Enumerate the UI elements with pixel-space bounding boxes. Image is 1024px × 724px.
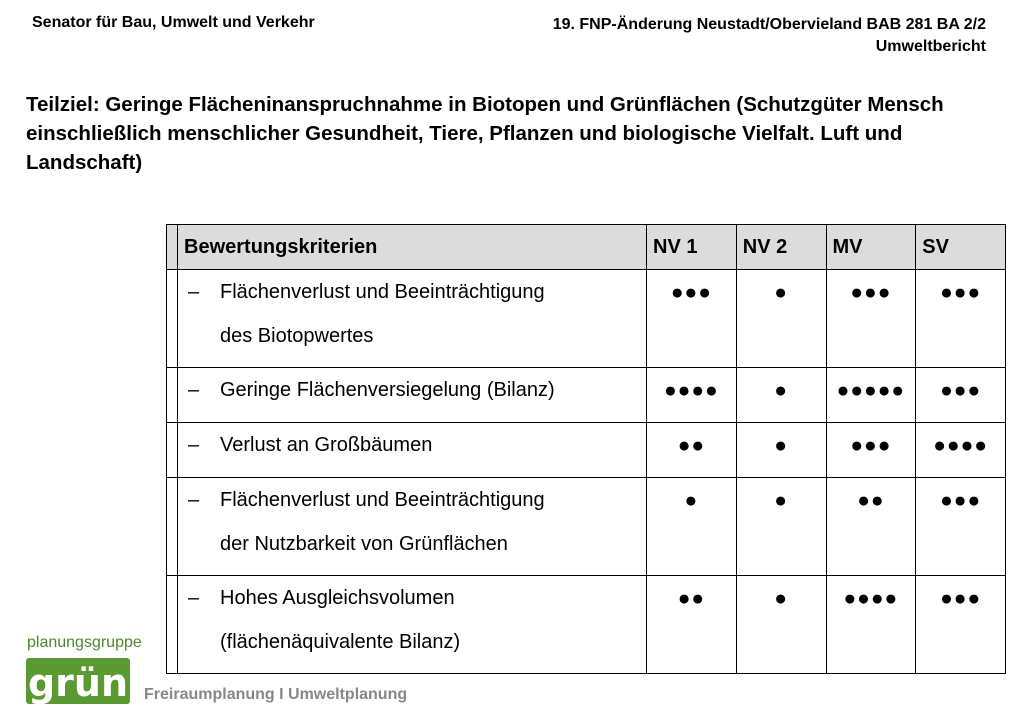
header-left: Senator für Bau, Umwelt und Verkehr <box>32 14 315 31</box>
table-row <box>167 270 1006 368</box>
table-row <box>167 576 1006 674</box>
criterion-cell <box>178 270 647 368</box>
dash-marker: – <box>188 489 200 511</box>
criterion-cell <box>178 576 647 674</box>
rating-mv: ●●● <box>826 270 916 368</box>
rating-mv: ●●●●● <box>826 368 916 423</box>
rating-nv2: ● <box>736 576 826 674</box>
rating-sv: ●●● <box>916 368 1006 423</box>
dash-marker: – <box>188 281 200 303</box>
dash-marker: – <box>188 379 200 401</box>
criteria-table-wrapper <box>166 224 1006 653</box>
criterion-line2: (flächenäquivalente Bilanz) <box>220 631 461 653</box>
criterion-item <box>178 467 646 566</box>
column-header-criteria: Bewertungskriterien <box>178 225 647 270</box>
rating-sv: ●●● <box>916 576 1006 674</box>
criterion-line2: der Nutzbarkeit von Grünflächen <box>220 533 508 555</box>
dash-marker: – <box>188 587 200 609</box>
column-header-nv2: NV 2 <box>736 225 826 270</box>
rating-sv: ●●●● <box>916 423 1006 478</box>
column-header-sv: SV <box>916 225 1006 270</box>
logo-top-text: planungsgruppe <box>27 634 142 651</box>
header-right-line1: 19. FNP-Änderung Neustadt/Obervieland BAB 281 BA 2/2 <box>552 16 986 33</box>
rating-nv2: ● <box>736 368 826 423</box>
rating-nv1: ●● <box>647 423 737 478</box>
criterion-text <box>220 270 545 358</box>
criterion-text <box>220 478 545 566</box>
rating-mv: ●● <box>826 478 916 576</box>
table-stub-cell <box>167 478 178 576</box>
criterion-item <box>178 412 646 467</box>
table-stub-cell <box>167 270 178 368</box>
rating-nv2: ● <box>736 270 826 368</box>
rating-nv1: ●● <box>647 576 737 674</box>
criteria-table <box>166 224 1006 674</box>
criterion-line1: Hohes Ausgleichsvolumen <box>220 587 455 609</box>
rating-nv1: ●●● <box>647 270 737 368</box>
criterion-item <box>178 357 646 412</box>
rating-nv2: ● <box>736 478 826 576</box>
criterion-cell <box>178 478 647 576</box>
criterion-line1: Flächenverlust und Beeinträchtigung <box>220 281 545 303</box>
rating-mv: ●●●● <box>826 576 916 674</box>
column-header-nv1: NV 1 <box>647 225 737 270</box>
table-stub-cell <box>167 368 178 423</box>
logo-main-text: grün <box>27 661 129 705</box>
table-stub-cell <box>167 423 178 478</box>
criterion-line2: des Biotopwertes <box>220 325 374 347</box>
rating-sv: ●●● <box>916 478 1006 576</box>
rating-nv1: ●●●● <box>647 368 737 423</box>
header-right <box>553 14 986 58</box>
table-row <box>167 478 1006 576</box>
criterion-text <box>220 576 460 664</box>
rating-sv: ●●● <box>916 270 1006 368</box>
footer-tagline: Freiraumplanung I Umweltplanung <box>144 686 408 703</box>
column-header-mv: MV <box>826 225 916 270</box>
planungsgruppe-gruen-logo <box>26 634 136 706</box>
table-stub-cell <box>167 576 178 674</box>
criterion-item <box>178 259 646 358</box>
criterion-item <box>178 565 646 664</box>
table-stub-cell <box>167 225 178 270</box>
dash-marker: – <box>188 434 200 456</box>
criterion-line1: Verlust an Großbäumen <box>220 434 433 456</box>
criterion-line1: Flächenverlust und Beeinträchtigung <box>220 489 545 511</box>
header-right-line2: Umweltbericht <box>875 38 986 55</box>
criterion-line1: Geringe Flächenversiegelung (Bilanz) <box>220 379 555 401</box>
page-title: Teilziel: Geringe Flächeninanspruchnahme in Biotopen und Grünflächen (Schutzgüter Mensch einschließlich menschlicher Gesundheit, Tiere, Pflanzen und biologische Vielfalt. Luft und Landschaft) <box>26 93 944 174</box>
rating-mv: ●●● <box>826 423 916 478</box>
rating-nv1: ● <box>647 478 737 576</box>
rating-nv2: ● <box>736 423 826 478</box>
